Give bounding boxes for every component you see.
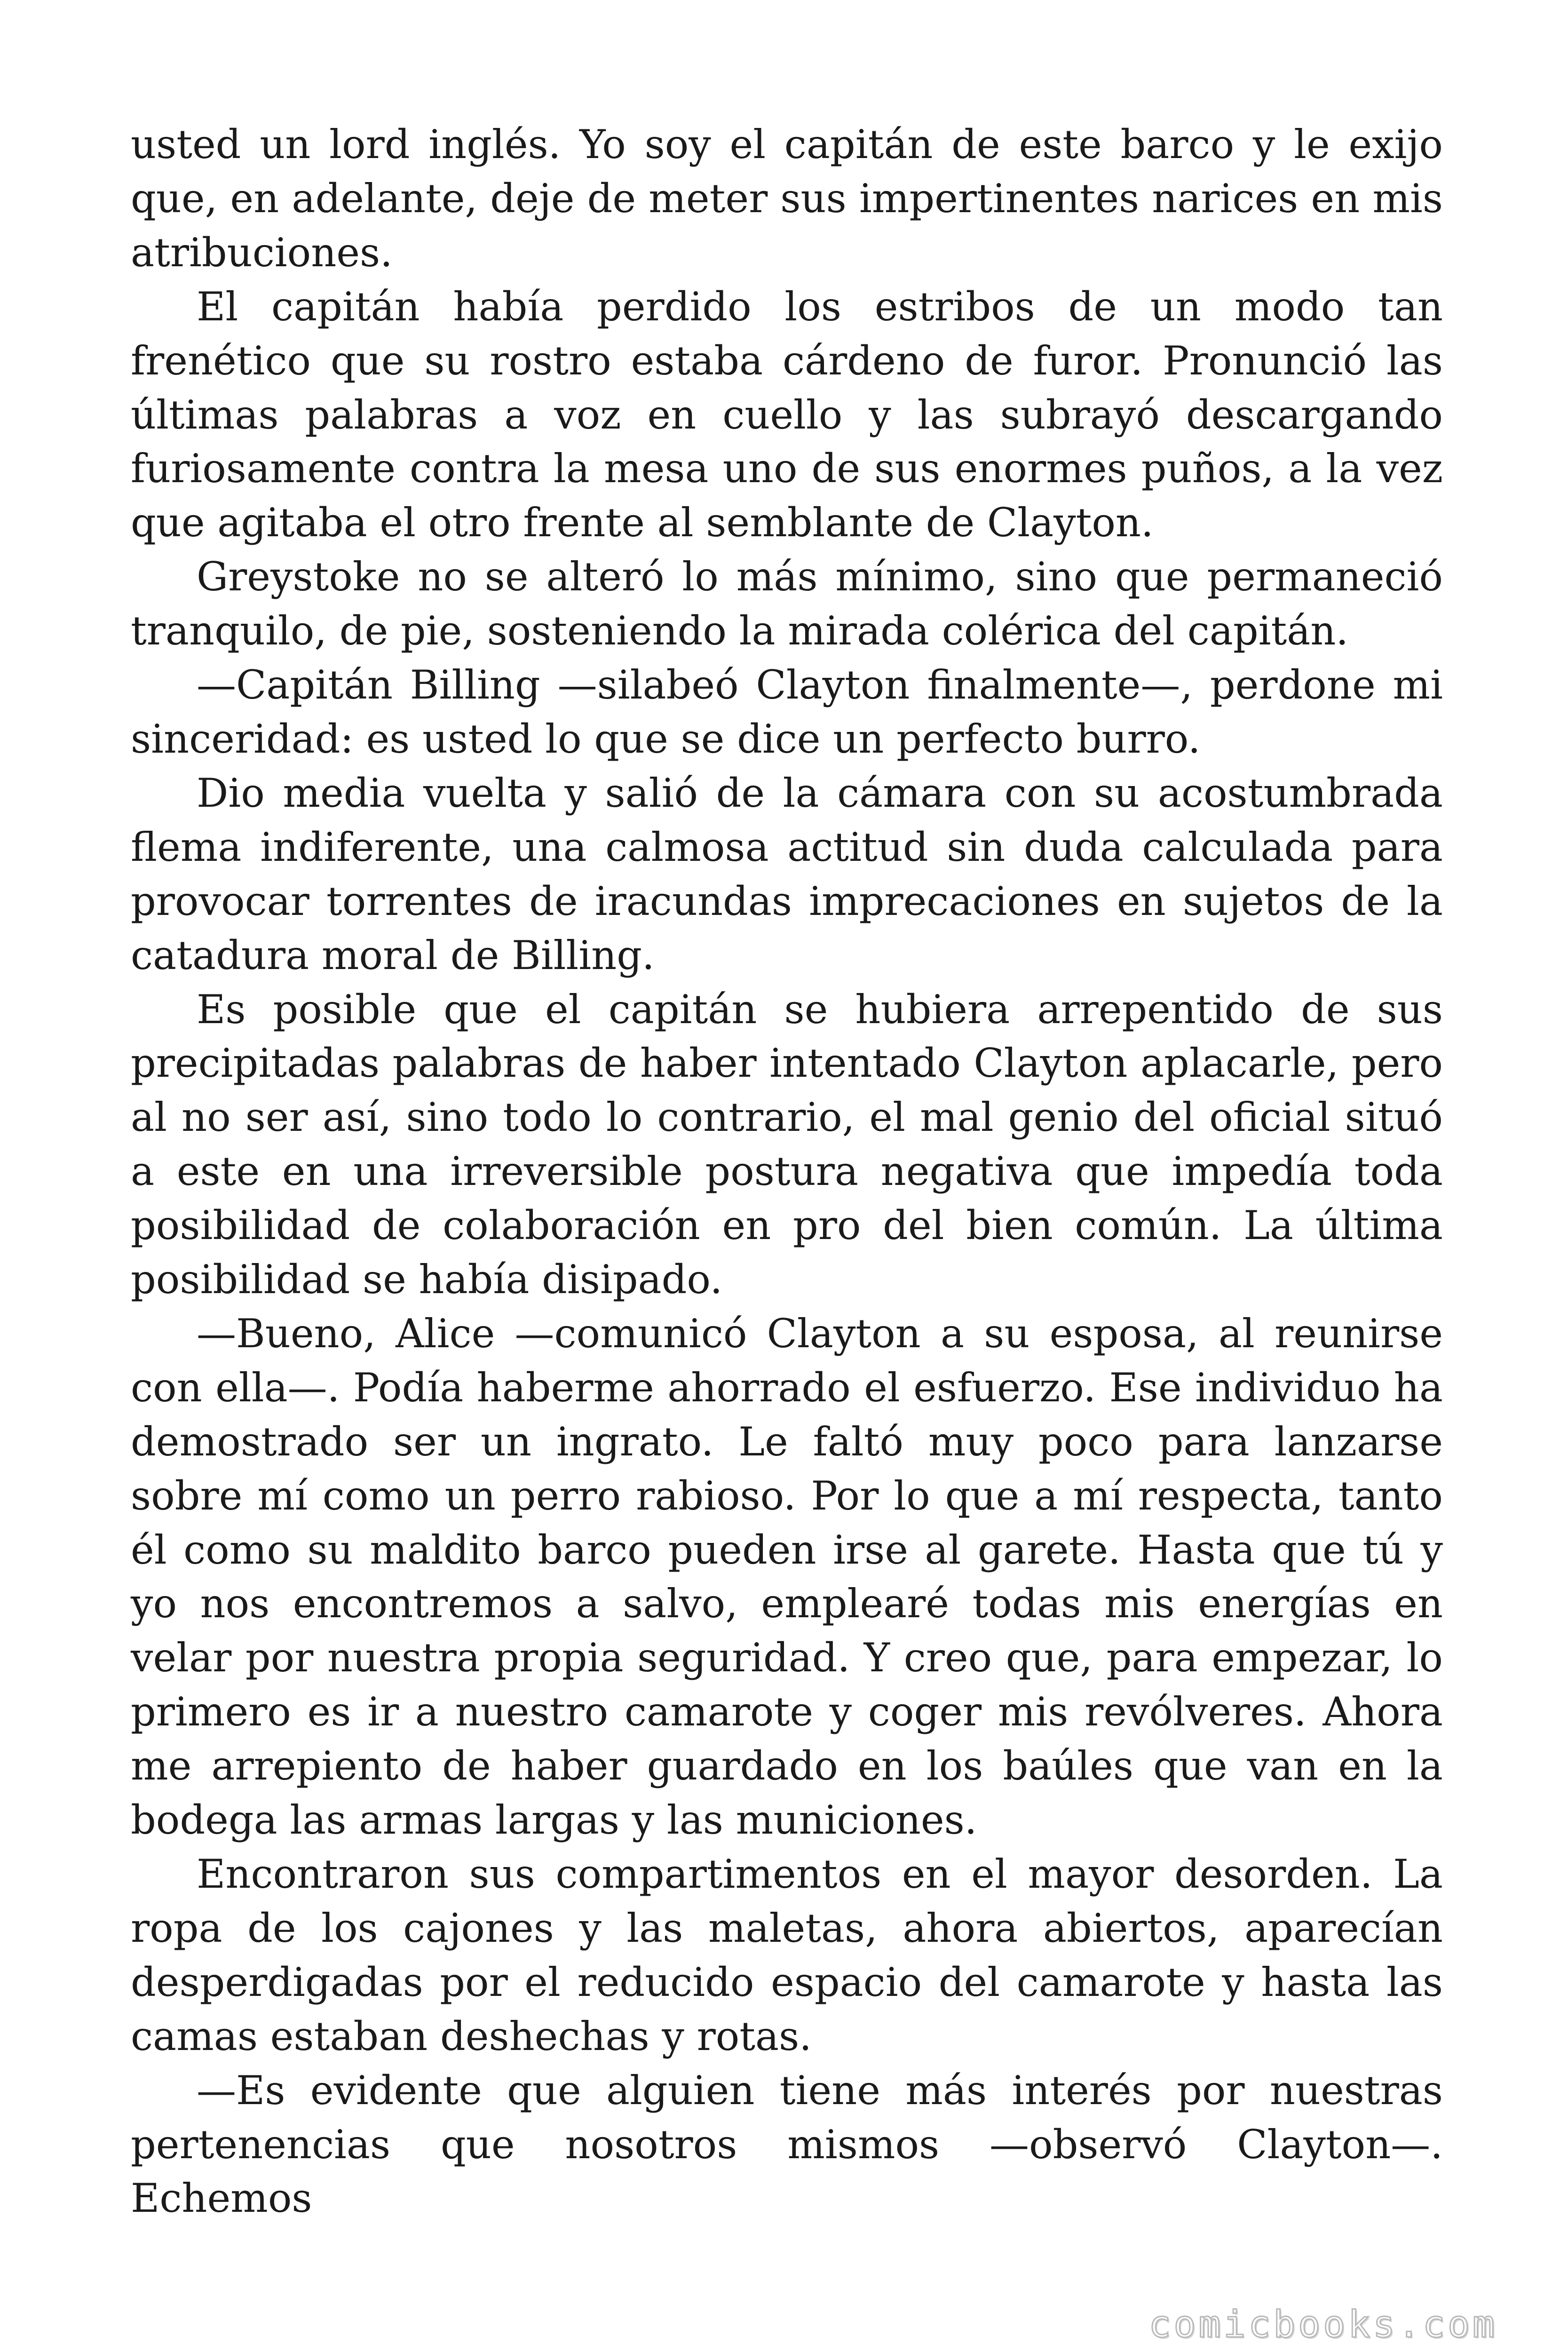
paragraph-3: Greystoke no se alteró lo más mínimo, sino que permaneció tranquilo, de pie, sosteniendo la mirada colérica del capitán.	[131, 554, 1443, 654]
paragraph-6: Es posible que el capitán se hubiera arrepentido de sus precipitadas palabras de haber intentado Clayton aplacarle, pero al no ser así, sino todo lo contrario, el mal genio del oficial situó a este en una irreversible postura negativa que impedía toda posibilidad de colaboración en pro del bien común. La última posibilidad se había disipado.	[131, 986, 1443, 1303]
paragraph-8: Encontraron sus compartimentos en el mayor desorden. La ropa de los cajones y las maletas, ahora abiertos, aparecían desperdigadas por el reducido espacio del camarote y hasta las camas estaban deshechas y rotas.	[131, 1851, 1443, 2059]
paragraph-1: usted un lord inglés. Yo soy el capitán de este barco y le exijo que, en adelante, deje de meter sus impertinentes narices en mis atribuciones.	[131, 121, 1443, 276]
page-body	[131, 118, 1443, 2225]
paragraph-2: El capitán había perdido los estribos de un modo tan frenético que su rostro estaba cárdeno de furor. Pronunció las últimas palabras a voz en cuello y las subrayó descargando furiosamente contra la mesa uno de sus enormes puños, a la vez que agitaba el otro frente al semblante de Clayton.	[131, 283, 1443, 546]
paragraph-5: Dio media vuelta y salió de la cámara con su acostumbrada flema indiferente, una calmosa actitud sin duda calculada para provocar torrentes de iracundas imprecaciones en sujetos de la catadura moral de Billing.	[131, 770, 1443, 978]
paragraph-9: —Es evidente que alguien tiene más interés por nuestras pertenencias que nosotros mismos —observó Clayton—. Echemos	[131, 2067, 1443, 2222]
paragraph-7: —Bueno, Alice —comunicó Clayton a su esposa, al reunirse con ella—. Podía haberme ahorrado el esfuerzo. Ese individuo ha demostrado ser un ingrato. Le faltó muy poco para lanzarse sobre mí como un perro rabioso. Por lo que a mí respecta, tanto él como su maldito barco pueden irse al garete. Hasta que tú y yo nos encontremos a salvo, emplearé todas mis energías en velar por nuestra propia seguridad. Y creo que, para empezar, lo primero es ir a nuestro camarote y coger mis revólveres. Ahora me arrepiento de haber guardado en los baúles que van en la bodega las armas largas y las municiones.	[131, 1310, 1443, 1843]
watermark: comicbooks.com	[1148, 2304, 1497, 2346]
paragraph-4: —Capitán Billing —silabeó Clayton finalmente—, perdone mi sinceridad: es usted lo que se dice un perfecto burro.	[131, 662, 1443, 762]
